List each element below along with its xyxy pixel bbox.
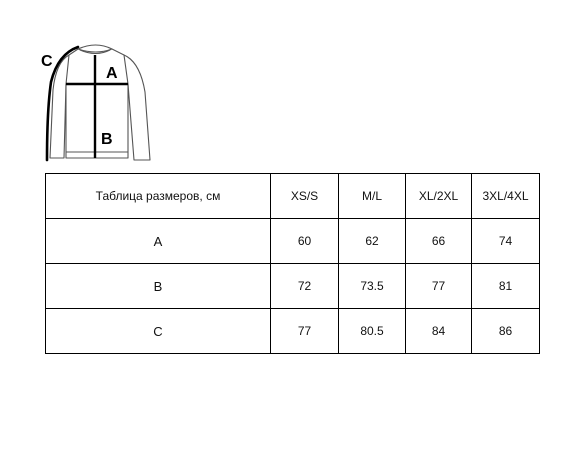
table-cell: 72 — [271, 264, 339, 309]
table-row — [46, 264, 540, 309]
table-cell: 84 — [406, 309, 472, 354]
size-header: 3XL/4XL — [472, 174, 540, 219]
row-label: C — [46, 309, 271, 354]
size-table — [45, 173, 540, 354]
table-cell: 74 — [472, 219, 540, 264]
measure-label-a: A — [106, 65, 118, 82]
table-cell: 62 — [339, 219, 406, 264]
table-row — [46, 219, 540, 264]
table-cell: 77 — [271, 309, 339, 354]
table-cell: 81 — [472, 264, 540, 309]
table-cell: 86 — [472, 309, 540, 354]
garment-diagram — [0, 0, 578, 170]
table-cell: 60 — [271, 219, 339, 264]
size-header: XL/2XL — [406, 174, 472, 219]
table-cell: 77 — [406, 264, 472, 309]
measure-label-c: C — [41, 53, 53, 70]
size-header: XS/S — [271, 174, 339, 219]
size-header: M/L — [339, 174, 406, 219]
table-header-row — [46, 174, 540, 219]
table-cell: 80.5 — [339, 309, 406, 354]
table-title: Таблица размеров, см — [46, 174, 271, 219]
table-row — [46, 309, 540, 354]
row-label: B — [46, 264, 271, 309]
shirt-outline — [50, 45, 150, 160]
measure-label-b: B — [101, 131, 113, 148]
row-label: A — [46, 219, 271, 264]
table-cell: 66 — [406, 219, 472, 264]
table-cell: 73.5 — [339, 264, 406, 309]
